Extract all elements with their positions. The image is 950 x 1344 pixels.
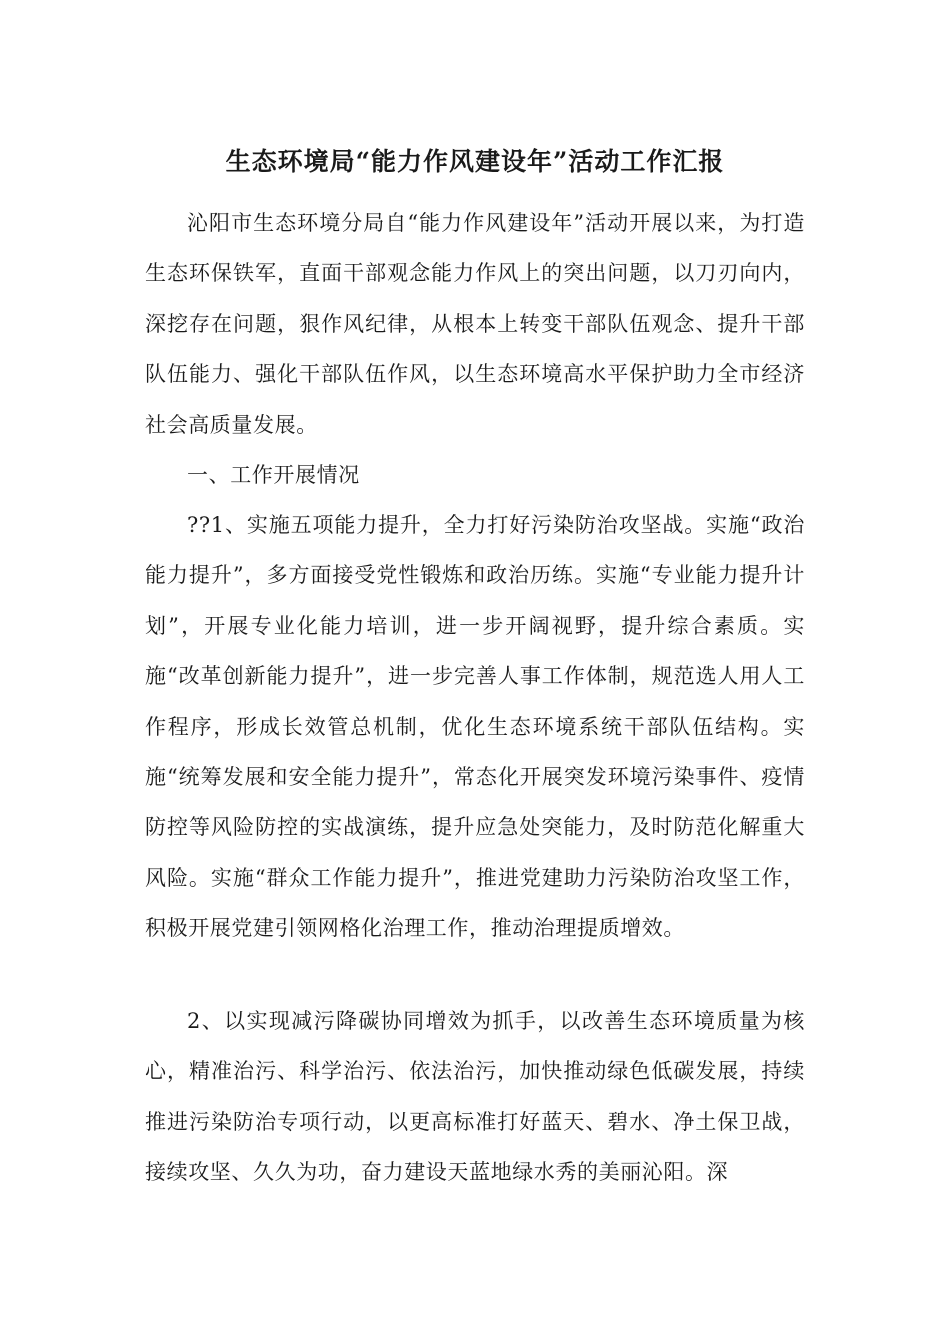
section-heading: 一、工作开展情况: [187, 463, 360, 487]
document-title: 生态环境局“能力作风建设年”活动工作汇报: [225, 147, 725, 176]
item-1-paragraph: ??1、实施五项能力提升，全力打好污染防治攻坚战。实施“政治能力提升”，多方面接受党性锻炼和政治历练。实施“专业能力提升计划”，开展专业化能力培训，进一步开阔视野，提升综合素质。实施“改革创新能力提升”，进一步完善人事工作体制，规范选人用人工作程序，形成长效管总机制，优化生态环境系统干部队伍结构。实施“统筹发展和安全能力提升”，常态化开展突发环境污染事件、疫情防控等风险防控的实战演练，提升应急处突能力，及时防范化解重大风险。实施“群众工作能力提升”，推进党建助力污染防治攻坚工作，积极开展党建引领网格化治理工作，推动治理提质增效。: [145, 513, 805, 941]
intro-paragraph: 沁阳市生态环境分局自“能力作风建设年”活动开展以来，为打造生态环保铁军，直面干部观念能力作风上的突出问题，以刀刃向内，深挖存在问题，狠作风纪律，从根本上转变干部队伍观念、提升干部队伍能力、强化干部队伍作风，以生态环境高水平保护助力全市经济社会高质量发展。: [145, 211, 805, 437]
item-2-paragraph: 2、以实现减污降碳协同增效为抓手，以改善生态环境质量为核心，精准治污、科学治污、依法治污，加快推动绿色低碳发展，持续推进污染防治专项行动，以更高标准打好蓝天、碧水、净土保卫战，接续攻坚、久久为功，奋力建设天蓝地绿水秀的美丽沁阳。深: [145, 1009, 805, 1185]
